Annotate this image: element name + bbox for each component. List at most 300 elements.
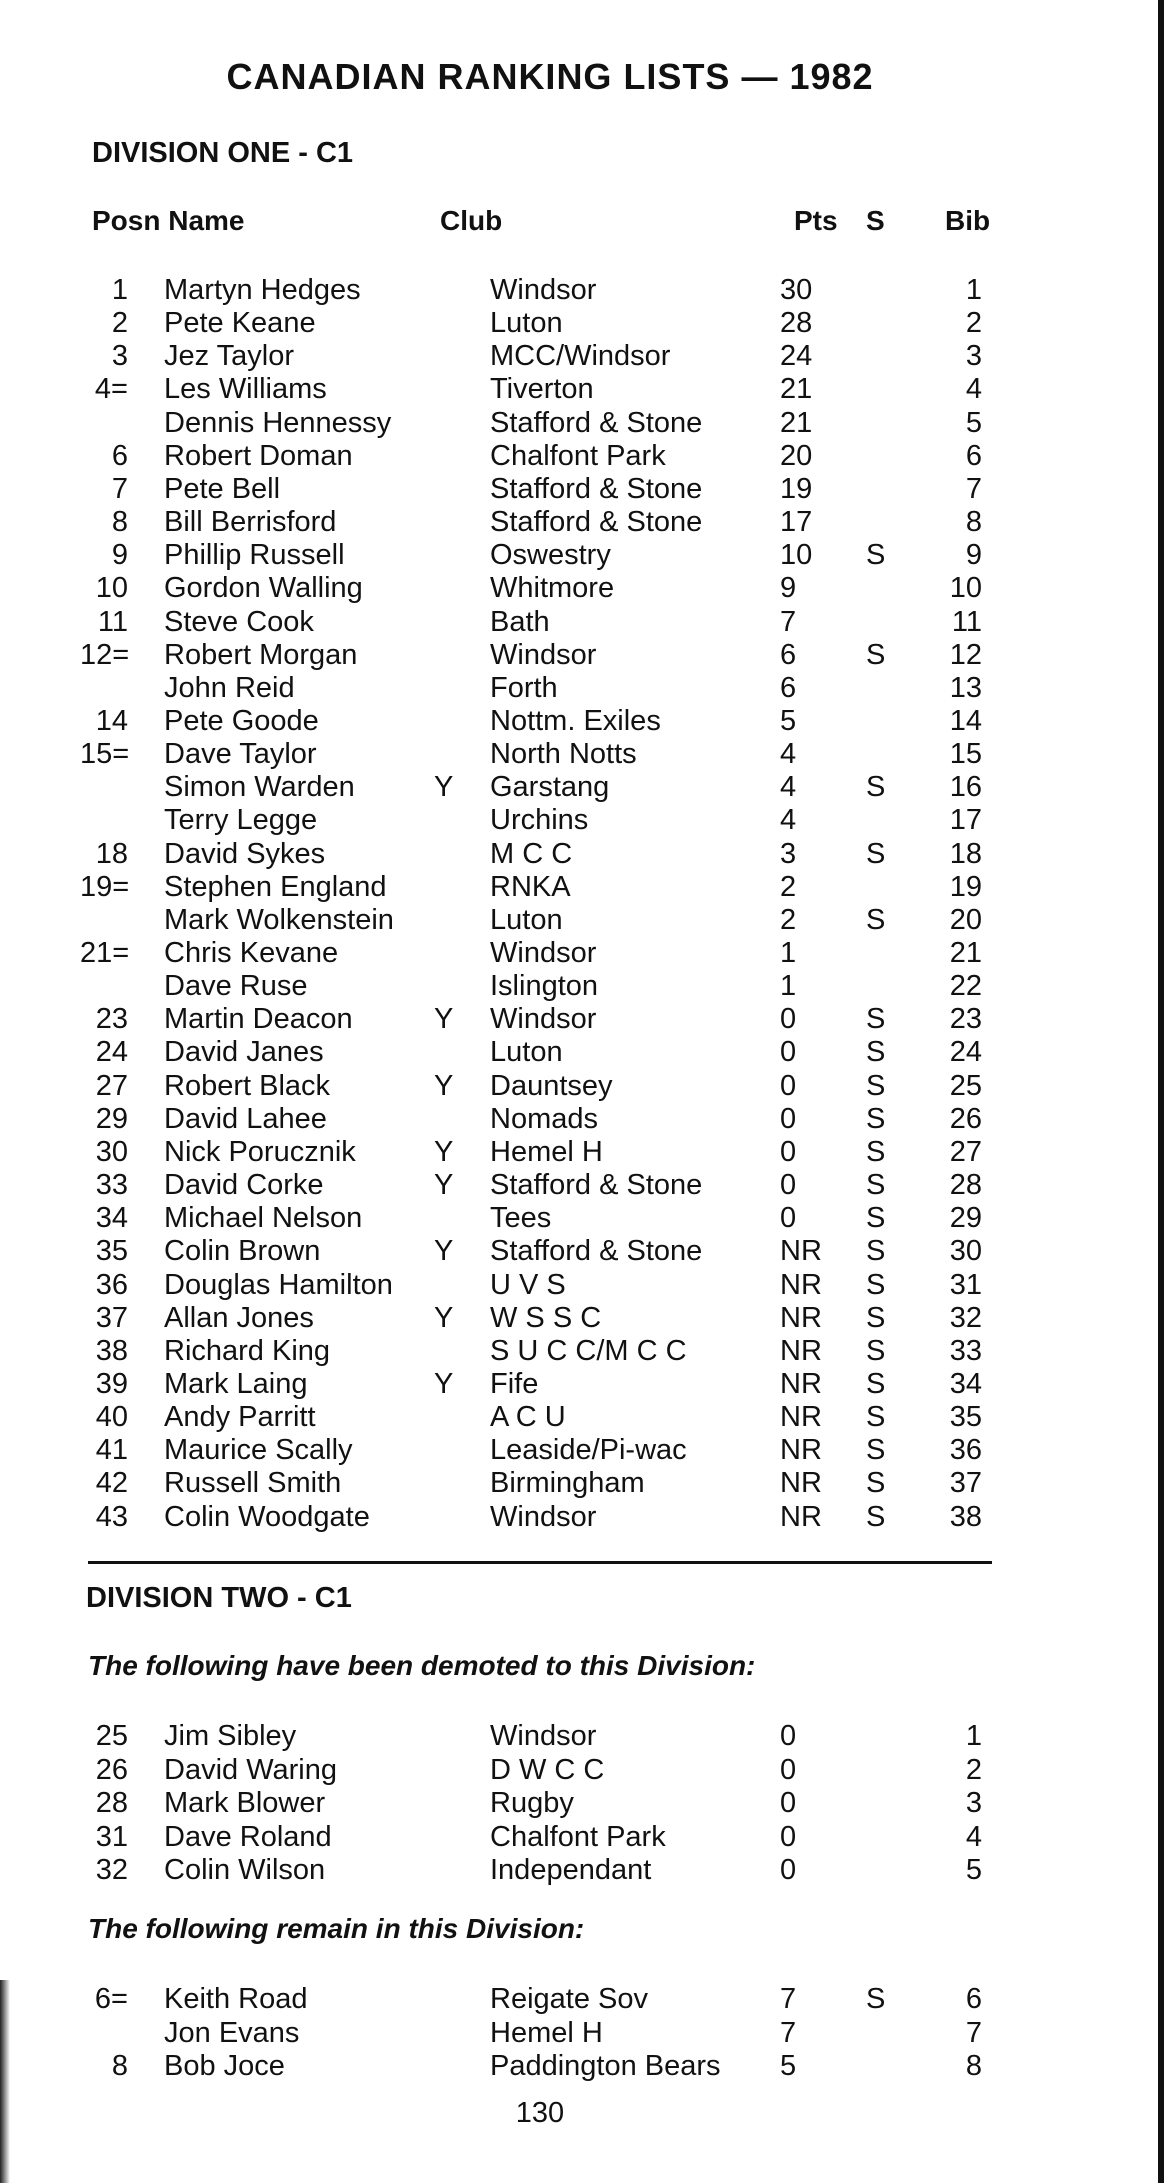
row-points: 0 [780, 1036, 797, 1069]
row-position: 41 [95, 1434, 128, 1467]
table-row [0, 871, 1176, 904]
row-bib: 12 [949, 638, 982, 671]
row-s-flag: S [866, 1102, 886, 1135]
row-bib: 31 [949, 1268, 982, 1301]
row-position: 32 [95, 1854, 128, 1886]
row-points: 4 [780, 738, 797, 771]
row-points: 2 [780, 870, 797, 903]
row-position: 35 [95, 1235, 128, 1268]
row-points: 6 [780, 638, 797, 671]
row-points: 19 [780, 472, 813, 505]
row-points: 21 [780, 373, 813, 406]
row-club: Paddington Bears [490, 2050, 721, 2082]
row-position: 9 [111, 539, 128, 572]
row-points: 6 [780, 671, 797, 704]
row-club: Reigate Sov [490, 1983, 648, 2015]
row-name: Russell Smith [164, 1467, 342, 1500]
row-bib: 38 [949, 1500, 982, 1533]
row-name: Douglas Hamilton [164, 1268, 393, 1301]
row-points: 0 [780, 1720, 797, 1752]
row-name: Robert Doman [164, 439, 353, 472]
row-club: Rugby [490, 1787, 574, 1819]
row-club: Windsor [490, 1003, 597, 1036]
row-club: Tees [490, 1202, 552, 1235]
row-points: 4 [780, 771, 797, 804]
table-row [0, 838, 1176, 871]
row-y-flag: Y [434, 1301, 454, 1334]
table-row [0, 1036, 1176, 1069]
row-position: 39 [95, 1367, 128, 1400]
row-club: Stafford & Stone [490, 406, 703, 439]
row-s-flag: S [866, 1202, 886, 1235]
row-club: Oswestry [490, 539, 611, 572]
row-position: 6 [111, 439, 128, 472]
row-points: NR [780, 1235, 822, 1268]
row-position: 38 [95, 1334, 128, 1367]
row-bib: 10 [949, 572, 982, 605]
row-s-flag: S [866, 1036, 886, 1069]
row-club: Chalfont Park [490, 439, 666, 472]
row-name: David Waring [164, 1753, 337, 1786]
row-name: Simon Warden [164, 771, 355, 804]
row-club: Nottm. Exiles [490, 704, 661, 737]
row-points: NR [780, 1301, 822, 1334]
row-name: Michael Nelson [164, 1202, 363, 1235]
row-position: 28 [95, 1787, 128, 1819]
row-club: Windsor [490, 274, 597, 306]
row-position: 8 [111, 506, 128, 539]
row-points: 0 [780, 1069, 797, 1102]
row-s-flag: S [866, 1069, 886, 1102]
row-points: 0 [780, 1003, 797, 1036]
row-name: David Sykes [164, 837, 326, 870]
table-row [0, 1854, 1176, 1887]
table-row [0, 1169, 1176, 1202]
row-club: Independant [490, 1854, 652, 1886]
row-name: Mark Blower [164, 1787, 326, 1819]
row-bib: 7 [965, 2016, 982, 2049]
row-points: 9 [780, 572, 797, 605]
row-name: Dave Roland [164, 1820, 332, 1853]
row-bib: 23 [949, 1003, 982, 1036]
remain-note: The following remain in this Division: [88, 1913, 585, 1944]
row-position: 34 [95, 1202, 128, 1235]
table-row [0, 1136, 1176, 1169]
row-bib: 11 [951, 605, 982, 638]
row-club: U V S [490, 1268, 566, 1301]
row-name: David Janes [164, 1036, 324, 1069]
row-name: Jez Taylor [164, 340, 295, 373]
row-bib: 4 [965, 373, 982, 406]
row-name: Keith Road [164, 1983, 308, 2015]
row-club: RNKA [490, 870, 571, 903]
row-club: Islington [490, 970, 599, 1003]
row-bib: 2 [965, 1753, 982, 1786]
row-points: 2 [780, 903, 797, 936]
row-s-flag: S [866, 1367, 886, 1400]
column-header-club: Club [440, 205, 503, 236]
row-position: 36 [95, 1268, 128, 1301]
row-club: S U C C/M C C [490, 1334, 687, 1367]
row-position: 33 [95, 1169, 128, 1202]
row-points: 7 [780, 605, 797, 638]
row-points: 5 [780, 2050, 797, 2082]
row-club: Fife [490, 1367, 539, 1400]
row-club: Windsor [490, 937, 597, 969]
table-row [0, 1720, 1176, 1753]
row-points: NR [780, 1334, 822, 1367]
row-bib: 34 [949, 1367, 982, 1400]
row-bib: 1 [965, 1720, 982, 1752]
row-bib: 20 [949, 903, 982, 936]
row-name: Bill Berrisford [164, 506, 337, 539]
table-row [0, 705, 1176, 738]
table-row [0, 1235, 1176, 1268]
row-points: NR [780, 1268, 822, 1301]
row-s-flag: S [866, 1467, 886, 1500]
row-bib: 32 [949, 1301, 982, 1334]
row-position: 2 [111, 307, 128, 340]
table-row [0, 672, 1176, 705]
row-position: 30 [95, 1135, 128, 1168]
row-name: John Reid [164, 671, 295, 704]
row-club: MCC/Windsor [490, 340, 671, 373]
row-bib: 8 [965, 2050, 982, 2082]
page-number: 130 [515, 2097, 565, 2129]
row-s-flag: S [866, 771, 886, 804]
row-name: Richard King [164, 1334, 331, 1367]
row-y-flag: Y [434, 1169, 454, 1202]
row-bib: 3 [965, 340, 982, 373]
column-header-bib: Bib [945, 205, 991, 236]
table-row [0, 1003, 1176, 1036]
row-y-flag: Y [434, 1069, 454, 1102]
row-bib: 21 [949, 937, 982, 969]
row-points: 7 [780, 2016, 797, 2049]
row-club: Hemel H [490, 2016, 603, 2049]
row-points: 1 [780, 937, 797, 969]
row-points: 0 [780, 1820, 797, 1853]
table-row [0, 1302, 1176, 1335]
table-row [0, 1269, 1176, 1302]
table-row [0, 1401, 1176, 1434]
table-row [0, 1335, 1176, 1368]
row-s-flag: S [866, 638, 886, 671]
row-name: Bob Joce [164, 2050, 285, 2082]
table-row [0, 572, 1176, 605]
row-s-flag: S [866, 1401, 886, 1434]
row-position: 23 [95, 1003, 128, 1036]
row-name: Maurice Scally [164, 1434, 353, 1467]
row-name: Pete Keane [164, 307, 316, 340]
row-s-flag: S [866, 1434, 886, 1467]
row-s-flag: S [866, 1334, 886, 1367]
row-club: Chalfont Park [490, 1820, 666, 1853]
row-bib: 3 [965, 1787, 982, 1819]
row-position: 42 [95, 1467, 128, 1500]
table-row [0, 1501, 1176, 1534]
row-points: 0 [780, 1169, 797, 1202]
row-position: 43 [95, 1500, 128, 1533]
row-name: Nick Porucznik [164, 1135, 356, 1168]
row-position: 14 [95, 704, 128, 737]
row-bib: 36 [949, 1434, 982, 1467]
table-row [0, 804, 1176, 837]
row-points: 20 [780, 439, 813, 472]
row-bib: 27 [949, 1135, 982, 1168]
row-position: 7 [111, 472, 128, 505]
row-name: Colin Brown [164, 1235, 321, 1268]
row-bib: 28 [949, 1169, 982, 1202]
row-points: 3 [780, 837, 797, 870]
row-points: 0 [780, 1135, 797, 1168]
row-bib: 4 [965, 1820, 982, 1853]
table-row [0, 274, 1176, 307]
row-points: NR [780, 1434, 822, 1467]
row-position: 8 [111, 2050, 128, 2082]
row-y-flag: Y [434, 771, 454, 804]
column-header-pts: Pts [794, 205, 838, 236]
row-position: 10 [95, 572, 128, 605]
table-row [0, 1103, 1176, 1136]
row-bib: 15 [949, 738, 982, 771]
row-bib: 29 [949, 1202, 982, 1235]
row-bib: 1 [965, 274, 982, 306]
row-points: 21 [780, 406, 813, 439]
row-points: 0 [780, 1202, 797, 1235]
table-row [0, 2017, 1176, 2050]
row-name: Dave Taylor [164, 738, 317, 771]
row-position: 24 [95, 1036, 128, 1069]
row-position: 6= [94, 1983, 128, 2015]
row-bib: 22 [949, 970, 982, 1003]
row-name: Colin Wilson [164, 1854, 326, 1886]
demoted-note: The following have been demoted to this Division: [88, 1650, 756, 1681]
row-name: Martyn Hedges [164, 274, 361, 306]
row-s-flag: S [866, 1268, 886, 1301]
row-club: Birmingham [490, 1467, 645, 1500]
row-position: 19= [80, 870, 130, 903]
row-name: Dave Ruse [164, 970, 308, 1003]
row-points: NR [780, 1467, 822, 1500]
table-row [0, 738, 1176, 771]
row-club: Garstang [490, 771, 610, 804]
row-bib: 18 [949, 837, 982, 870]
row-points: 5 [780, 704, 797, 737]
table-row [0, 2050, 1176, 2083]
row-points: 0 [780, 1102, 797, 1135]
row-club: Stafford & Stone [490, 1169, 703, 1202]
row-position: 4= [94, 373, 128, 406]
row-points: 4 [780, 804, 797, 837]
row-points: 0 [780, 1787, 797, 1819]
row-bib: 16 [949, 771, 982, 804]
row-name: Les Williams [164, 373, 327, 406]
table-row [0, 904, 1176, 937]
table-row [0, 1821, 1176, 1854]
row-points: 28 [780, 307, 813, 340]
table-row [0, 1202, 1176, 1235]
row-club: A C U [490, 1401, 566, 1434]
row-y-flag: Y [434, 1135, 454, 1168]
row-bib: 17 [949, 804, 982, 837]
row-name: Pete Goode [164, 704, 319, 737]
row-s-flag: S [866, 1500, 886, 1533]
row-name: Andy Parritt [164, 1401, 316, 1434]
division-two-heading: DIVISION TWO - C1 [86, 1582, 352, 1614]
row-bib: 6 [965, 1983, 982, 2015]
row-club: Stafford & Stone [490, 472, 703, 505]
row-name: Martin Deacon [164, 1003, 353, 1036]
row-points: 0 [780, 1854, 797, 1886]
table-row [0, 771, 1176, 804]
row-name: Pete Bell [164, 472, 281, 505]
row-name: Steve Cook [164, 605, 314, 638]
row-name: Terry Legge [164, 804, 318, 837]
row-position: 31 [95, 1820, 128, 1853]
table-row [0, 1787, 1176, 1820]
row-club: Luton [490, 903, 563, 936]
row-position: 12= [80, 638, 130, 671]
row-points: NR [780, 1500, 822, 1533]
table-row [0, 307, 1176, 340]
row-s-flag: S [866, 1983, 886, 2015]
row-bib: 35 [949, 1401, 982, 1434]
row-club: Windsor [490, 638, 597, 671]
row-y-flag: Y [434, 1367, 454, 1400]
row-position: 11 [97, 605, 128, 638]
table-row [0, 539, 1176, 572]
page-title: CANADIAN RANKING LISTS — 1982 [226, 56, 874, 97]
table-row [0, 970, 1176, 1003]
row-position: 26 [95, 1753, 128, 1786]
row-club: Windsor [490, 1720, 597, 1752]
row-bib: 25 [949, 1069, 982, 1102]
row-name: Robert Morgan [164, 638, 358, 671]
section-divider [88, 1561, 992, 1564]
row-club: Urchins [490, 804, 589, 837]
table-row [0, 373, 1176, 406]
table-row [0, 407, 1176, 440]
row-position: 37 [95, 1301, 128, 1334]
row-club: Whitmore [490, 572, 615, 605]
row-position: 18 [95, 837, 128, 870]
row-club: Leaside/Pi-wac [490, 1434, 687, 1467]
row-s-flag: S [866, 1169, 886, 1202]
row-bib: 2 [965, 307, 982, 340]
table-row [0, 440, 1176, 473]
row-club: Tiverton [490, 373, 594, 406]
row-bib: 9 [965, 539, 982, 572]
row-s-flag: S [866, 1301, 886, 1334]
row-name: Robert Black [164, 1069, 331, 1102]
row-bib: 30 [949, 1235, 982, 1268]
row-position: 15= [80, 738, 130, 771]
row-name: Dennis Hennessy [164, 406, 392, 439]
row-club: Bath [490, 605, 550, 638]
row-name: Gordon Walling [164, 572, 363, 605]
row-bib: 37 [949, 1467, 982, 1500]
row-bib: 26 [949, 1102, 982, 1135]
row-points: 17 [780, 506, 813, 539]
row-club: Nomads [490, 1102, 598, 1135]
table-row [0, 1434, 1176, 1467]
row-s-flag: S [866, 1003, 886, 1036]
row-bib: 24 [949, 1036, 982, 1069]
row-club: Stafford & Stone [490, 1235, 703, 1268]
row-club: D W C C [490, 1753, 605, 1786]
row-bib: 6 [965, 439, 982, 472]
row-bib: 33 [949, 1334, 982, 1367]
row-position: 27 [95, 1069, 128, 1102]
row-name: Mark Laing [164, 1367, 308, 1400]
row-name: Jim Sibley [164, 1720, 297, 1752]
row-bib: 8 [965, 506, 982, 539]
row-points: NR [780, 1401, 822, 1434]
column-header-s: S [866, 205, 885, 236]
table-row [0, 606, 1176, 639]
row-name: Chris Kevane [164, 937, 339, 969]
row-name: Phillip Russell [164, 539, 345, 572]
row-s-flag: S [866, 837, 886, 870]
row-position: 29 [95, 1102, 128, 1135]
row-name: Stephen England [164, 870, 387, 903]
row-y-flag: Y [434, 1235, 454, 1268]
table-row [0, 1754, 1176, 1787]
table-row [0, 1983, 1176, 2016]
row-club: Hemel H [490, 1135, 603, 1168]
row-bib: 7 [965, 472, 982, 505]
row-name: David Corke [164, 1169, 324, 1202]
row-club: North Notts [490, 738, 637, 771]
row-position: 40 [95, 1401, 128, 1434]
table-row [0, 1368, 1176, 1401]
row-points: NR [780, 1367, 822, 1400]
row-points: 30 [780, 274, 813, 306]
row-club: M C C [490, 837, 573, 870]
row-position: 25 [95, 1720, 128, 1752]
row-points: 24 [780, 340, 813, 373]
row-bib: 5 [965, 1854, 982, 1886]
table-row [0, 1070, 1176, 1103]
table-row [0, 340, 1176, 373]
row-name: Allan Jones [164, 1301, 314, 1334]
row-points: 0 [780, 1753, 797, 1786]
row-club: W S S C [490, 1301, 602, 1334]
row-bib: 13 [949, 671, 982, 704]
row-club: Luton [490, 307, 563, 340]
row-points: 1 [780, 970, 797, 1003]
row-bib: 14 [949, 704, 982, 737]
row-name: Mark Wolkenstein [164, 903, 394, 936]
table-row [0, 639, 1176, 672]
row-club: Forth [490, 671, 558, 704]
row-name: David Lahee [164, 1102, 327, 1135]
table-row [0, 937, 1176, 970]
row-s-flag: S [866, 1135, 886, 1168]
row-y-flag: Y [434, 1003, 454, 1036]
row-bib: 19 [949, 870, 982, 903]
row-s-flag: S [866, 1235, 886, 1268]
table-row [0, 1467, 1176, 1500]
row-club: Stafford & Stone [490, 506, 703, 539]
division-one-heading: DIVISION ONE - C1 [92, 137, 354, 169]
row-bib: 5 [965, 406, 982, 439]
row-club: Dauntsey [490, 1069, 613, 1102]
row-position: 1 [111, 274, 128, 306]
row-position: 21= [80, 937, 130, 969]
table-row [0, 506, 1176, 539]
